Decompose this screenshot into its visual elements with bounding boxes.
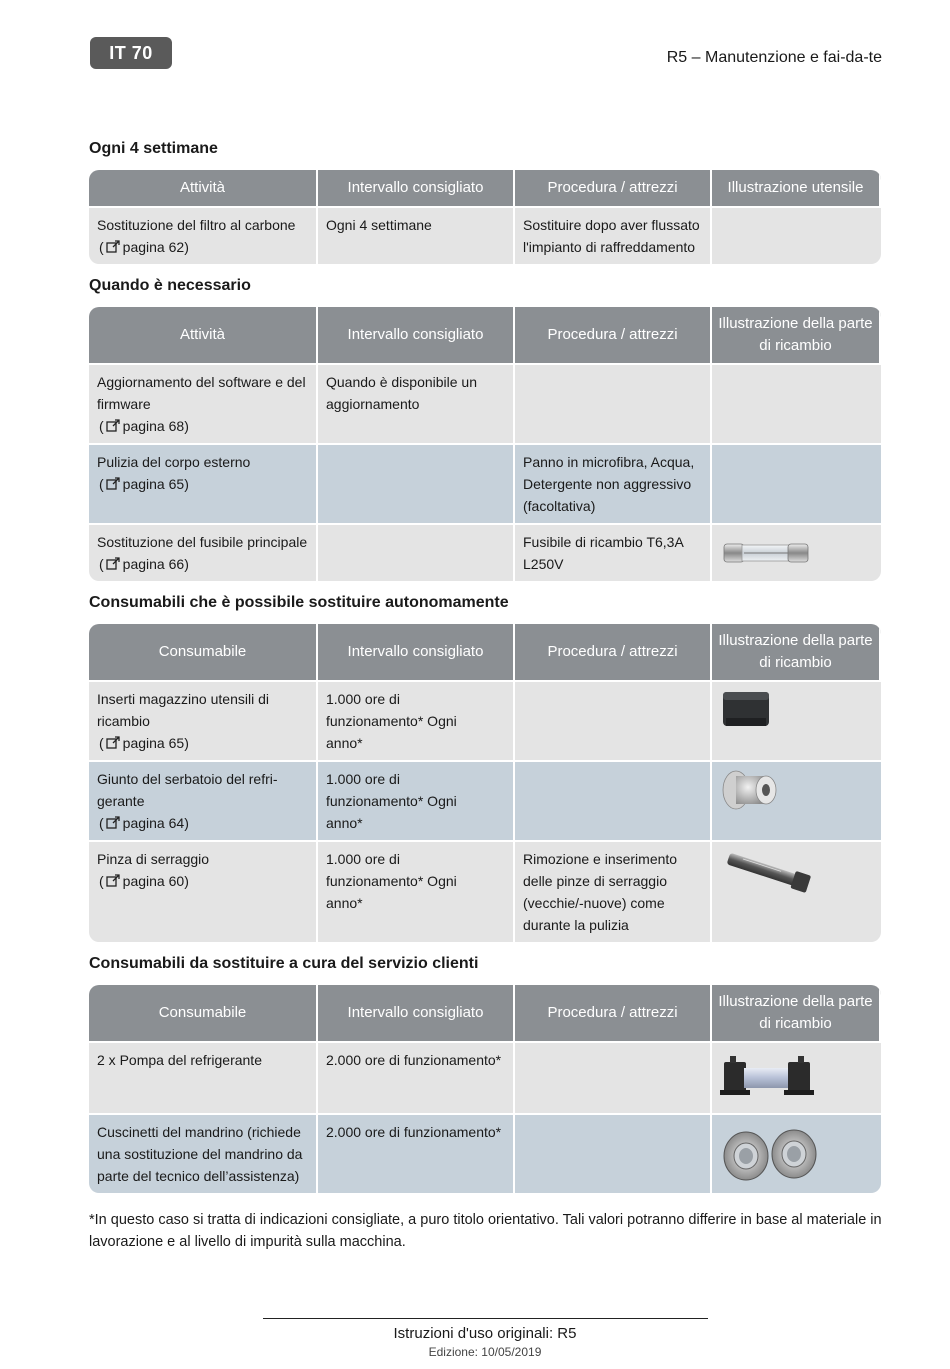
column-header: Illustrazione della parte di ricambio (712, 624, 881, 680)
table-cell-procedure (515, 363, 712, 443)
table-cell-interval: Ogni 4 settimane (318, 206, 515, 264)
footer-divider (263, 1318, 708, 1319)
table-cell-illustration (712, 680, 881, 760)
external-link-icon (106, 736, 121, 749)
column-header: Procedura / attrezzi (515, 624, 712, 680)
page-reference-link[interactable]: ( pagina 60) (99, 873, 189, 889)
column-header: Consumabile (89, 985, 318, 1041)
footnote: *In questo caso si tratta di indicazioni consigliate, a puro titolo orientativo. Tali valori potranno differire in base al materiale in lavorazione e al livello di impurità sulla macchina. (89, 1212, 882, 1250)
pump-image (720, 1052, 814, 1104)
table-cell-interval: Quando è disponibile un aggiornamento (318, 363, 515, 443)
page-reference-link[interactable]: ( pagina 65) (99, 476, 189, 492)
column-header: Attività (89, 170, 318, 206)
section-title: Quando è necessario (89, 277, 251, 294)
section-title: Ogni 4 settimane (89, 140, 218, 157)
page-content (89, 138, 881, 1204)
external-link-icon (106, 557, 121, 570)
column-header: Procedura / attrezzi (515, 985, 712, 1041)
table-cell-activity: 2 x Pompa del refrigerante (89, 1041, 318, 1113)
table-cell-procedure: Panno in microfibra, Acqua, Detergente non aggressivo (facoltativa) (515, 443, 712, 523)
table-cell-procedure: Rimozione e inserimento delle pinze di serraggio (vecchie/-nuove) come durante la pulizia (515, 840, 712, 942)
table-cell-procedure (515, 1113, 712, 1193)
section-title: Consumabili da sostituire a cura del servizio clienti (89, 955, 479, 972)
table-cell-procedure: Fusibile di ricambio T6,3A L250V (515, 523, 712, 581)
chapter-title: R5 – Manutenzione e fai-da-te (666, 49, 882, 66)
column-header: Procedura / attrezzi (515, 170, 712, 206)
table-cell-procedure (515, 1041, 712, 1113)
table-cell-illustration (712, 206, 881, 264)
maintenance-table (89, 985, 881, 1193)
table-cell-interval: 2.000 ore di funzionamento* (318, 1041, 515, 1113)
table-cell-illustration (712, 443, 881, 523)
external-link-icon (106, 816, 121, 829)
table-cell-activity: Aggiornamento del software e del firmware ( pagina 68) (89, 363, 318, 443)
table-cell-illustration (712, 1041, 881, 1113)
table-cell-activity: Pinza di serraggio ( pagina 60) (89, 840, 318, 942)
column-header: Illustrazione della parte di ricambio (712, 985, 881, 1041)
column-header: Procedura / attrezzi (515, 307, 712, 363)
page-reference-link[interactable]: ( pagina 64) (99, 815, 189, 831)
page-reference-link[interactable]: ( pagina 68) (99, 418, 189, 434)
external-link-icon (106, 240, 121, 253)
table-cell-activity: Giunto del serbatoio del refri-gerante ( pagina 64) (89, 760, 318, 840)
table-cell-illustration (712, 523, 881, 581)
table-cell-interval (318, 523, 515, 581)
table-cell-activity: Sostituzione del filtro al carbone ( pagina 62) (89, 206, 318, 264)
insert-image (720, 688, 772, 732)
maintenance-table (89, 170, 881, 264)
table-cell-procedure (515, 760, 712, 840)
fuse-image (720, 538, 812, 568)
table-cell-activity: Cuscinetti del mandrino (richiede una sostituzione del mandrino da parte del tecnico dell’assistenza) (89, 1113, 318, 1193)
page-reference-link[interactable]: ( pagina 65) (99, 735, 189, 751)
table-cell-interval: 2.000 ore di funzionamento* (318, 1113, 515, 1193)
column-header: Illustrazione utensile (712, 170, 881, 206)
external-link-icon (106, 419, 121, 432)
table-cell-interval (318, 443, 515, 523)
table-cell-interval: 1.000 ore di funzionamento* Ogni anno* (318, 760, 515, 840)
external-link-icon (106, 874, 121, 887)
table-cell-illustration (712, 1113, 881, 1193)
maintenance-table (89, 624, 881, 942)
section-title: Consumabili che è possibile sostituire autonomamente (89, 594, 509, 611)
column-header: Illustrazione della parte di ricambio (712, 307, 881, 363)
column-header: Intervallo consigliato (318, 985, 515, 1041)
table-cell-activity: Sostituzione del fusibile principale ( pagina 66) (89, 523, 318, 581)
collet-image (720, 848, 820, 898)
table-cell-illustration (712, 840, 881, 942)
table-cell-interval: 1.000 ore di funzionamento* Ogni anno* (318, 840, 515, 942)
footer-edition: Edizione: 10/05/2019 (428, 1345, 542, 1359)
column-header: Attività (89, 307, 318, 363)
maintenance-table (89, 307, 881, 581)
table-cell-procedure (515, 680, 712, 760)
table-cell-activity: Inserti magazzino utensili di ricambio ( pagina 65) (89, 680, 318, 760)
page-reference-link[interactable]: ( pagina 62) (99, 239, 189, 255)
table-cell-activity: Pulizia del corpo esterno ( pagina 65) (89, 443, 318, 523)
column-header: Consumabile (89, 624, 318, 680)
table-cell-interval: 1.000 ore di funzionamento* Ogni anno* (318, 680, 515, 760)
column-header: Intervallo consigliato (318, 170, 515, 206)
bearings-image (720, 1126, 820, 1182)
footer-title: Istruzioni d'uso originali: R5 (393, 1325, 577, 1342)
coupling-image (720, 768, 780, 816)
column-header: Intervallo consigliato (318, 307, 515, 363)
page-number-badge: IT 70 (90, 37, 172, 69)
table-cell-illustration (712, 760, 881, 840)
table-cell-procedure: Sostituire dopo aver flussato l'impianto di raffreddamento (515, 206, 712, 264)
external-link-icon (106, 477, 121, 490)
page-reference-link[interactable]: ( pagina 66) (99, 556, 189, 572)
column-header: Intervallo consigliato (318, 624, 515, 680)
table-cell-illustration (712, 363, 881, 443)
